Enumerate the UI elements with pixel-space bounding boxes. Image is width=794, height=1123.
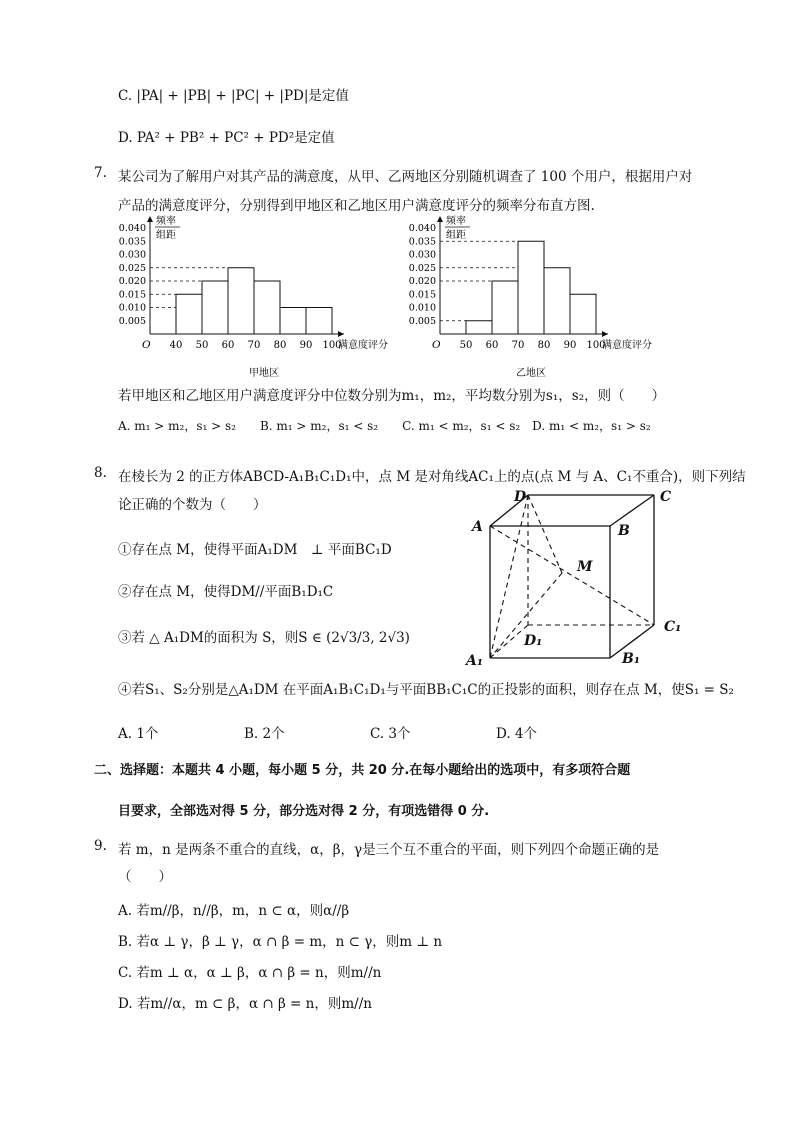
y-tick-label: 0.030: [408, 249, 436, 261]
q9-option-b: B. 若α ⊥ γ，β ⊥ γ，α ∩ β = m，n ⊂ γ，则m ⊥ n: [118, 934, 443, 950]
q8-stem-line2: 论正确的个数为（ ）: [118, 497, 267, 513]
histogram-yi: [402, 210, 692, 385]
segment-dm: [528, 495, 562, 573]
x-tick-label: 70: [247, 340, 261, 351]
histogram-bar: [492, 281, 518, 334]
edge-bc: [610, 495, 654, 526]
label-c: C: [660, 489, 672, 505]
label-d1: D₁: [524, 633, 543, 649]
section2-heading-line2: 目要求，全部选对得 5 分，部分选对得 2 分，有项选错得 0 分.: [118, 804, 490, 819]
y-tick-label: 0.025: [408, 262, 436, 274]
x-tick-label: 80: [537, 340, 551, 351]
y-axis-arrow: [437, 216, 443, 222]
x-tick-label: 80: [273, 340, 287, 351]
label-c1: C₁: [664, 619, 682, 635]
histogram-bar: [254, 281, 280, 334]
histogram-bar: [280, 308, 306, 335]
y-tick-label: 0.010: [408, 302, 436, 314]
q7-question: 若甲地区和乙地区用户满意度评分中位数分别为m₁，m₂，平均数分别为s₁，s₂，则（ ）: [118, 388, 666, 404]
q7-stem-line2: 产品的满意度评分，分别得到甲地区和乙地区用户满意度评分的频率分布直方图.: [118, 198, 595, 214]
label-b: B: [618, 523, 630, 539]
x-tick-label: 60: [485, 340, 499, 351]
y-label-bottom: 组距: [156, 230, 176, 241]
histogram-bar: [202, 281, 228, 334]
q8-option-d: D. 4个: [496, 726, 538, 742]
diagonal-ac1: [490, 526, 654, 625]
label-m: M: [577, 559, 593, 575]
q8-statement-1: ①存在点 M，使得平面A₁DM ⊥ 平面BC₁D: [118, 542, 392, 558]
q8-stem-line1: 在棱长为 2 的正方体ABCD-A₁B₁C₁D₁中，点 M 是对角线AC₁上的点(点 M 与 A、C₁不重合)，则下列结: [118, 469, 746, 485]
label-a1: A₁: [466, 653, 483, 669]
segment-da1: [490, 495, 528, 658]
x-tick-label: 50: [195, 340, 209, 351]
label-d: D: [514, 489, 527, 505]
q6-option-c: C. |PA| + |PB| + |PC| + |PD|是定值: [118, 88, 349, 104]
x-tick-label: 60: [221, 340, 235, 351]
y-tick-label: 0.020: [118, 276, 146, 287]
edge-a1d1: [490, 625, 528, 658]
histogram-bar: [466, 321, 492, 334]
y-label-top: 频率: [446, 216, 466, 227]
y-tick-label: 0.005: [408, 315, 436, 327]
q9-paren: （ ）: [118, 869, 172, 885]
q7-options: A. m₁ > m₂，s₁ > s₂ B. m₁ > m₂，s₁ < s₂ C. m₁ < m₂，s₁ < s₂ D. m₁ < m₂，s₁ > s₂: [118, 419, 651, 433]
x-tick-label: 100: [322, 340, 342, 351]
section2-heading-line1: 二、选择题：本题共 4 小题，每小题 5 分，共 20 分.在每小题给出的选项中，有多项符合题: [94, 763, 631, 778]
histogram-bar: [306, 308, 332, 335]
y-tick-label: 0.005: [118, 315, 146, 327]
y-tick-label: 0.010: [118, 302, 146, 314]
x-axis-label: 满意度评分: [602, 340, 652, 351]
origin-label: O: [432, 339, 441, 351]
y-tick-label: 0.025: [118, 262, 146, 274]
q9-option-a: A. 若m//β，n//β，m，n ⊂ α，则α//β: [118, 903, 350, 919]
x-tick-label: 70: [511, 340, 525, 351]
y-tick-label: 0.035: [408, 236, 436, 248]
histogram-bar: [176, 294, 202, 334]
q9-number: 9.: [94, 838, 107, 854]
y-tick-label: 0.015: [118, 289, 146, 301]
q9-option-d: D. 若m//α，m ⊂ β，α ∩ β = n，则m//n: [118, 996, 372, 1012]
chart-title: 乙地区: [516, 368, 546, 379]
y-tick-label: 0.035: [118, 236, 146, 248]
q6-option-d: D. PA² + PB² + PC² + PD²是定值: [118, 130, 335, 146]
label-a: A: [472, 519, 483, 535]
histogram-bar: [518, 241, 544, 334]
q8-number: 8.: [94, 465, 107, 481]
histogram-bar: [570, 294, 596, 334]
x-tick-label: 90: [563, 340, 577, 351]
histogram-bar: [544, 268, 570, 334]
x-axis-arrow: [338, 331, 344, 337]
x-axis-label: 满意度评分: [338, 340, 388, 351]
x-tick-label: 100: [586, 340, 606, 351]
q9-option-c: C. 若m ⊥ α，α ⊥ β，α ∩ β = n，则m//n: [118, 965, 382, 981]
y-tick-label: 0.015: [408, 289, 436, 301]
y-tick-label: 0.040: [118, 223, 146, 234]
chart-title: 甲地区: [249, 368, 279, 379]
q8-statement-4: ④若S₁、S₂分别是△A₁DM 在平面A₁B₁C₁D₁与平面BB₁C₁C的正投影的面积，则存在点 M，使S₁ = S₂: [118, 682, 734, 698]
origin-label: O: [142, 339, 151, 351]
q8-statement-2: ②存在点 M，使得DM//平面B₁D₁C: [118, 584, 334, 600]
histogram-bar: [228, 268, 254, 334]
q8-option-a: A. 1个: [118, 726, 159, 742]
q9-stem: 若 m，n 是两条不重合的直线，α，β，γ是三个互不重合的平面，则下列四个命题正确的是: [118, 842, 660, 858]
histogram-jia: [112, 210, 422, 385]
q8-option-c: C. 3个: [370, 726, 411, 742]
y-label-bottom: 组距: [446, 230, 466, 241]
label-b1: B₁: [622, 651, 640, 667]
y-label-top: 频率: [156, 216, 176, 227]
x-tick-label: 40: [169, 340, 183, 351]
cube-figure: [462, 485, 692, 675]
x-tick-label: 50: [459, 340, 473, 351]
q8-option-b: B. 2个: [244, 726, 285, 742]
y-tick-label: 0.020: [408, 276, 436, 287]
y-tick-label: 0.030: [118, 249, 146, 261]
x-tick-label: 90: [299, 340, 313, 351]
q8-statement-3: ③若 △ A₁DM的面积为 S，则S ∈ (2√3/3, 2√3): [118, 630, 410, 646]
x-axis-arrow: [602, 331, 608, 337]
q7-number: 7.: [94, 165, 107, 181]
y-tick-label: 0.040: [408, 223, 436, 234]
q7-stem-line1: 某公司为了解用户对其产品的满意度，从甲、乙两地区分别随机调查了 100 个用户，根据用户对: [118, 169, 693, 185]
y-axis-arrow: [147, 216, 153, 222]
